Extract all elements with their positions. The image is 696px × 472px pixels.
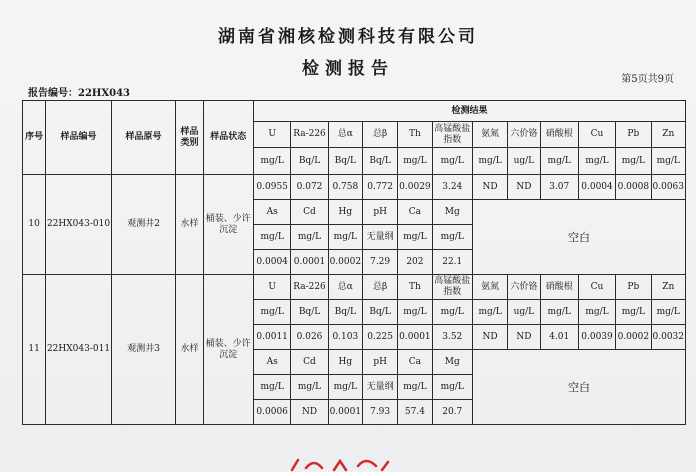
value-cell: 3.07 bbox=[540, 175, 578, 200]
value-cell: 0.758 bbox=[328, 175, 362, 200]
company-name: 湖南省湘核检测科技有限公司 bbox=[218, 27, 478, 47]
report-number: 报告编号：22HX043 bbox=[28, 88, 130, 99]
param-cell: 高锰酸盐指数 bbox=[432, 275, 472, 300]
param-cell: 总α bbox=[328, 275, 362, 300]
param-cell: Mg bbox=[432, 200, 472, 225]
value-cell: 0.103 bbox=[328, 325, 362, 350]
param-cell: Cd bbox=[291, 350, 328, 375]
param-cell: 硝酸根 bbox=[540, 122, 578, 148]
unit-cell: mg/L bbox=[291, 375, 328, 400]
value-cell: 3.24 bbox=[432, 175, 472, 200]
unit-cell: mg/L bbox=[578, 148, 615, 175]
value-cell: ND bbox=[508, 325, 540, 350]
value-cell: 0.0032 bbox=[651, 325, 686, 350]
param-cell: Hg bbox=[328, 350, 362, 375]
unit-cell: mg/L bbox=[651, 300, 686, 325]
sample-row bbox=[23, 275, 686, 300]
unit-cell: mg/L bbox=[472, 300, 507, 325]
value-cell: 0.026 bbox=[291, 325, 328, 350]
results-table bbox=[22, 100, 686, 425]
value-cell: 22.1 bbox=[432, 250, 472, 275]
value-cell: 0.0063 bbox=[651, 175, 686, 200]
value-cell: ND bbox=[472, 325, 507, 350]
value-cell: 0.0004 bbox=[254, 250, 291, 275]
sample-orig-number: 观测井2 bbox=[111, 175, 176, 275]
param-cell: Ra-226 bbox=[291, 122, 328, 148]
param-cell: pH bbox=[362, 200, 397, 225]
sample-row bbox=[23, 175, 686, 200]
unit-cell: mg/L bbox=[254, 225, 291, 250]
param-cell: 硝酸根 bbox=[540, 275, 578, 300]
sample-number: 22HX043-011 bbox=[46, 275, 112, 425]
param-cell: Pb bbox=[616, 275, 651, 300]
sample-category: 水样 bbox=[176, 275, 203, 425]
param-cell: Zn bbox=[651, 275, 686, 300]
unit-cell: mg/L bbox=[291, 225, 328, 250]
param-cell: Hg bbox=[328, 200, 362, 225]
sample-seq: 10 bbox=[23, 175, 46, 275]
param-cell: As bbox=[254, 350, 291, 375]
value-cell: 0.0039 bbox=[578, 325, 615, 350]
document-title: 检测报告 bbox=[302, 59, 394, 79]
unit-cell: Bq/L bbox=[328, 300, 362, 325]
unit-cell: mg/L bbox=[398, 225, 432, 250]
param-cell: Ca bbox=[398, 200, 432, 225]
param-cell: 总β bbox=[362, 275, 397, 300]
unit-cell: Bq/L bbox=[291, 300, 328, 325]
unit-cell: mg/L bbox=[432, 375, 472, 400]
unit-cell: mg/L bbox=[254, 375, 291, 400]
value-cell: 0.072 bbox=[291, 175, 328, 200]
value-cell: 0.0029 bbox=[398, 175, 432, 200]
param-cell: Mg bbox=[432, 350, 472, 375]
header-seq: 序号 bbox=[23, 101, 46, 175]
header-orig-no: 样品原号 bbox=[111, 101, 176, 175]
value-cell: 0.772 bbox=[362, 175, 397, 200]
unit-cell: ug/L bbox=[508, 148, 540, 175]
param-cell: Zn bbox=[651, 122, 686, 148]
value-cell: 7.29 bbox=[362, 250, 397, 275]
unit-cell: mg/L bbox=[616, 300, 651, 325]
unit-cell: mg/L bbox=[398, 300, 432, 325]
unit-cell: mg/L bbox=[254, 300, 291, 325]
unit-cell: mg/L bbox=[432, 148, 472, 175]
value-cell: 0.0002 bbox=[328, 250, 362, 275]
blank-cell: 空白 bbox=[472, 350, 685, 425]
unit-cell: mg/L bbox=[540, 148, 578, 175]
value-cell: 0.0011 bbox=[254, 325, 291, 350]
param-cell: Cu bbox=[578, 275, 615, 300]
unit-cell: mg/L bbox=[432, 225, 472, 250]
unit-cell: ug/L bbox=[508, 300, 540, 325]
param-cell: Ra-226 bbox=[291, 275, 328, 300]
sample-orig-number: 观测井3 bbox=[111, 275, 176, 425]
header-sample-no: 样品编号 bbox=[46, 101, 112, 175]
unit-cell: mg/L bbox=[651, 148, 686, 175]
header-state: 样品状态 bbox=[203, 101, 253, 175]
header-category: 样品类别 bbox=[176, 101, 203, 175]
value-cell: 4.01 bbox=[540, 325, 578, 350]
value-cell: ND bbox=[472, 175, 507, 200]
param-cell: Th bbox=[398, 275, 432, 300]
param-cell: pH bbox=[362, 350, 397, 375]
unit-cell: Bq/L bbox=[362, 148, 397, 175]
param-cell: Th bbox=[398, 122, 432, 148]
unit-cell: mg/L bbox=[578, 300, 615, 325]
value-cell: ND bbox=[508, 175, 540, 200]
param-cell: Pb bbox=[616, 122, 651, 148]
param-cell: 总α bbox=[328, 122, 362, 148]
value-cell: 0.0006 bbox=[254, 400, 291, 425]
sample-state: 桶装、少许沉淀 bbox=[203, 275, 253, 425]
unit-cell: mg/L bbox=[616, 148, 651, 175]
value-cell: 3.52 bbox=[432, 325, 472, 350]
param-cell: U bbox=[254, 275, 291, 300]
header-results: 检测结果 bbox=[254, 101, 686, 122]
unit-cell: mg/L bbox=[472, 148, 507, 175]
value-cell: 0.0004 bbox=[578, 175, 615, 200]
unit-cell: mg/L bbox=[398, 148, 432, 175]
param-cell: 总β bbox=[362, 122, 397, 148]
param-cell: Ca bbox=[398, 350, 432, 375]
value-cell: 0.225 bbox=[362, 325, 397, 350]
unit-cell: mg/L bbox=[398, 375, 432, 400]
value-cell: 20.7 bbox=[432, 400, 472, 425]
value-cell: 202 bbox=[398, 250, 432, 275]
unit-cell: mg/L bbox=[328, 225, 362, 250]
param-cell: 高锰酸盐指数 bbox=[432, 122, 472, 148]
param-cell: As bbox=[254, 200, 291, 225]
sample-category: 水样 bbox=[176, 175, 203, 275]
value-cell: 57.4 bbox=[398, 400, 432, 425]
param-cell: Cu bbox=[578, 122, 615, 148]
value-cell: 0.0001 bbox=[398, 325, 432, 350]
param-cell: 氨氮 bbox=[472, 122, 507, 148]
unit-cell: mg/L bbox=[328, 375, 362, 400]
value-cell: 0.0955 bbox=[254, 175, 291, 200]
unit-cell: 无量纲 bbox=[362, 375, 397, 400]
sample-seq: 11 bbox=[23, 275, 46, 425]
value-cell: 0.0008 bbox=[616, 175, 651, 200]
unit-cell: mg/L bbox=[540, 300, 578, 325]
value-cell: 0.0001 bbox=[291, 250, 328, 275]
param-cell: 氨氮 bbox=[472, 275, 507, 300]
unit-cell: Bq/L bbox=[291, 148, 328, 175]
unit-cell: 无量纲 bbox=[362, 225, 397, 250]
unit-cell: Bq/L bbox=[362, 300, 397, 325]
value-cell: ND bbox=[291, 400, 328, 425]
page-indicator: 第5页共9页 bbox=[621, 74, 674, 85]
unit-cell: mg/L bbox=[254, 148, 291, 175]
param-cell: 六价铬 bbox=[508, 275, 540, 300]
blank-cell: 空白 bbox=[472, 200, 685, 275]
value-cell: 0.0002 bbox=[616, 325, 651, 350]
sample-number: 22HX043-010 bbox=[46, 175, 112, 275]
value-cell: 0.0001 bbox=[328, 400, 362, 425]
param-cell: U bbox=[254, 122, 291, 148]
param-cell: 六价铬 bbox=[508, 122, 540, 148]
unit-cell: Bq/L bbox=[328, 148, 362, 175]
param-cell: Cd bbox=[291, 200, 328, 225]
unit-cell: mg/L bbox=[432, 300, 472, 325]
sample-state: 桶装、少许沉淀 bbox=[203, 175, 253, 275]
value-cell: 7.93 bbox=[362, 400, 397, 425]
